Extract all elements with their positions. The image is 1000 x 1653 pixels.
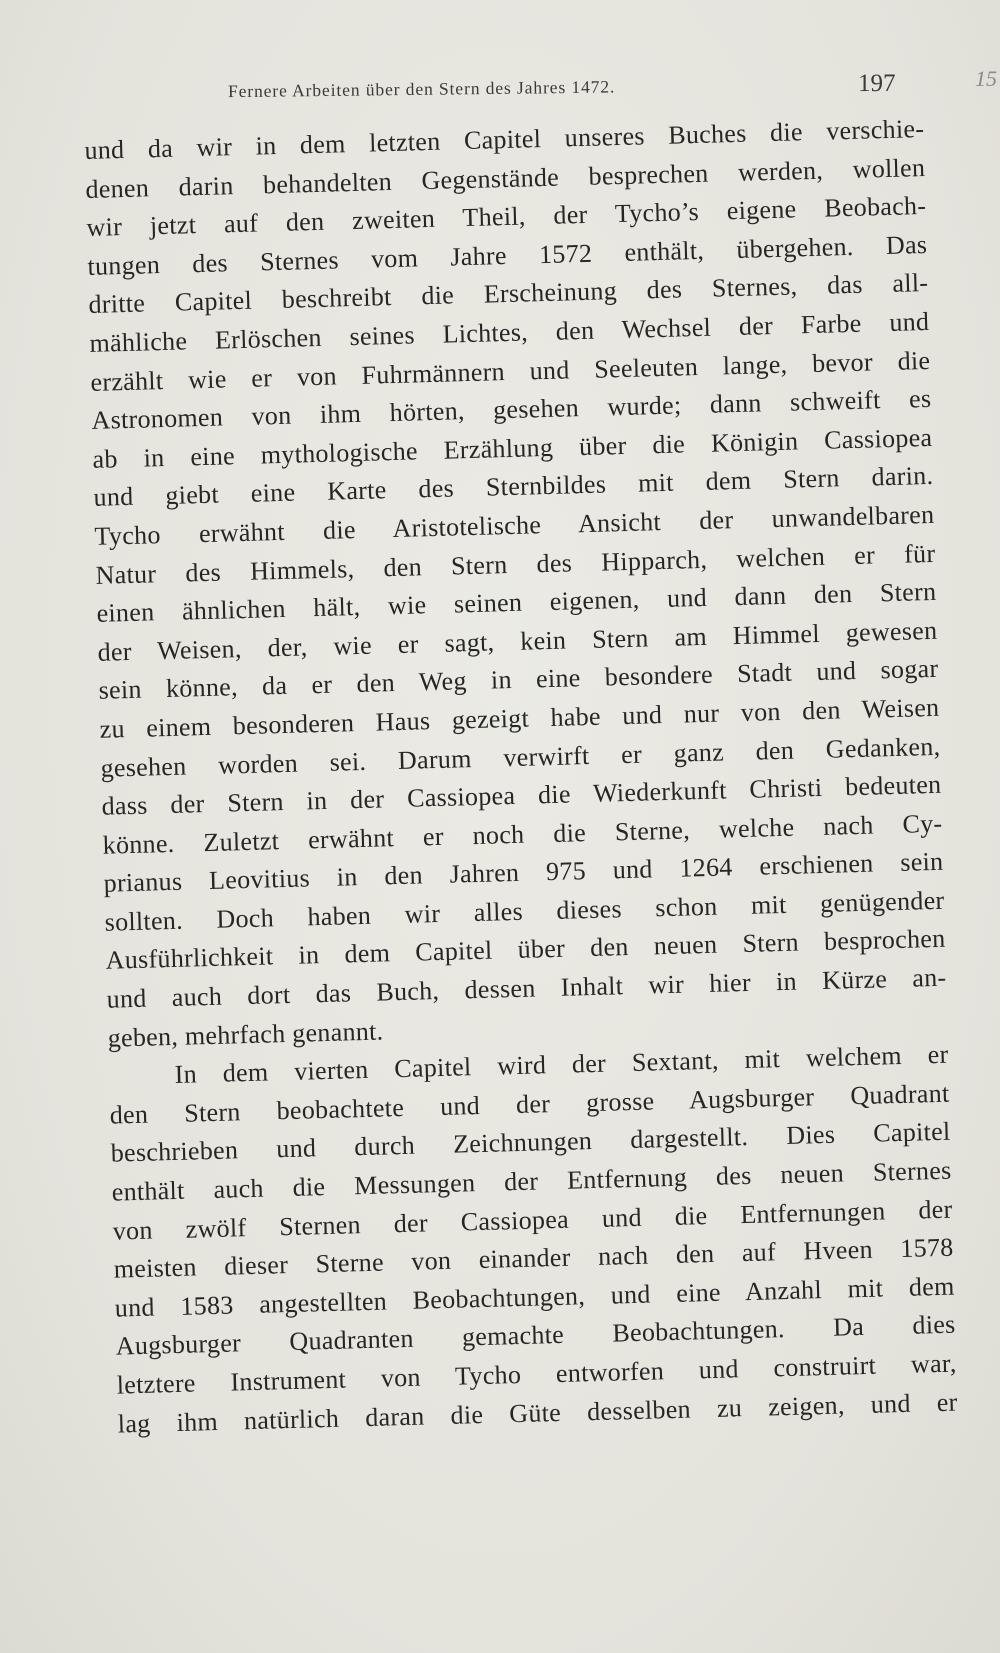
text-line: gesehen worden sei. Darum verwirft er ganz den Gedanken, bbox=[100, 731, 941, 783]
text-line: den Stern beobachtete und der grosse Augsburger Quadrant bbox=[109, 1078, 950, 1130]
text-line: enthält auch die Messungen der Entfernung des neuen Sternes bbox=[111, 1155, 952, 1207]
text-line: In dem vierten Capitel wird der Sextant, mit welchem er bbox=[174, 1039, 949, 1090]
text-line: Augsburger Quadranten gemachte Beobachtungen. Da dies bbox=[115, 1310, 956, 1361]
text-line: könne. Zuletzt erwähnt er noch die Sterne, welche nach Cy- bbox=[102, 808, 943, 860]
text-line: prianus Leovitius in den Jahren 975 und 1264 erschienen sein bbox=[103, 847, 944, 899]
text-line: sollten. Doch haben wir alles dieses schon mit genügender bbox=[104, 885, 945, 937]
text-line: von zwölf Sternen der Cassiopea und die Entfernungen der bbox=[112, 1194, 953, 1246]
text-line: Natur des Himmels, den Stern des Hipparch, welchen er für bbox=[95, 538, 936, 590]
text-line: und auch dort das Buch, dessen Inhalt wir hier in Kürze an- bbox=[106, 962, 947, 1014]
text-line: Tycho erwähnt die Aristotelische Ansicht der unwandelbaren bbox=[94, 499, 935, 551]
body-text bbox=[84, 110, 958, 1444]
text-line: meisten dieser Sterne von einander nach den auf Hveen 1578 bbox=[113, 1232, 954, 1284]
text-line: mähliche Erlöschen seines Lichtes, den Wechsel der Farbe und bbox=[89, 306, 930, 358]
text-line: ab in eine mythologische Erzählung über die Königin Cassiopea bbox=[92, 422, 933, 474]
text-line: letztere Instrument von Tycho entworfen und construirt war, bbox=[116, 1348, 957, 1400]
text-line: Astronomen von ihm hörten, gesehen wurde; dann schweift es bbox=[91, 384, 932, 436]
text-line: dass der Stern in der Cassiopea die Wiederkunft Christi bedeuten bbox=[101, 769, 942, 821]
running-header: Fernere Arbeiten über den Stern des Jahres 1472. bbox=[227, 76, 616, 102]
text-line: und giebt eine Karte des Sternbildes mit dem Stern darin. bbox=[93, 461, 934, 513]
text-line: dritte Capitel beschreibt die Erscheinung des Sternes, das all- bbox=[88, 268, 929, 320]
text-line: tungen des Sternes vom Jahre 1572 enthält, übergehen. Das bbox=[87, 229, 928, 281]
text-line: denen darin behandelten Gegenstände besprechen werden, wollen bbox=[85, 152, 926, 204]
text-line: beschrieben und durch Zeichnungen dargestellt. Dies Capitel bbox=[110, 1117, 951, 1169]
page-number: 197 bbox=[858, 70, 896, 97]
text-line: zu einem besonderen Haus gezeigt habe und nur von den Weisen bbox=[99, 692, 940, 744]
text-line: der Weisen, der, wie er sagt, kein Stern am Himmel gewesen bbox=[97, 615, 938, 667]
text-line: und 1583 angestellten Beobachtungen, und eine Anzahl mit dem bbox=[114, 1271, 955, 1323]
text-line: und da wir in dem letzten Capitel unseres Buches die verschie- bbox=[84, 114, 925, 165]
text-line: einen ähnlichen hält, wie seinen eigenen, und dann den Stern bbox=[96, 576, 937, 628]
margin-note: 15 bbox=[975, 66, 997, 91]
text-line: geben, mehrfach genannt. bbox=[107, 1016, 384, 1053]
text-line: Ausführlichkeit in dem Capitel über den neuen Stern besprochen bbox=[105, 924, 946, 976]
text-line: lag ihm natürlich daran die Güte desselben zu zeigen, und er bbox=[117, 1387, 958, 1439]
text-line: sein könne, da er den Weg in eine besondere Stadt und sogar bbox=[98, 654, 939, 706]
text-line: wir jetzt auf den zweiten Theil, der Tycho’s eigene Beobach- bbox=[86, 191, 927, 243]
text-line: erzählt wie er von Fuhrmännern und Seeleuten lange, bevor die bbox=[90, 345, 931, 397]
